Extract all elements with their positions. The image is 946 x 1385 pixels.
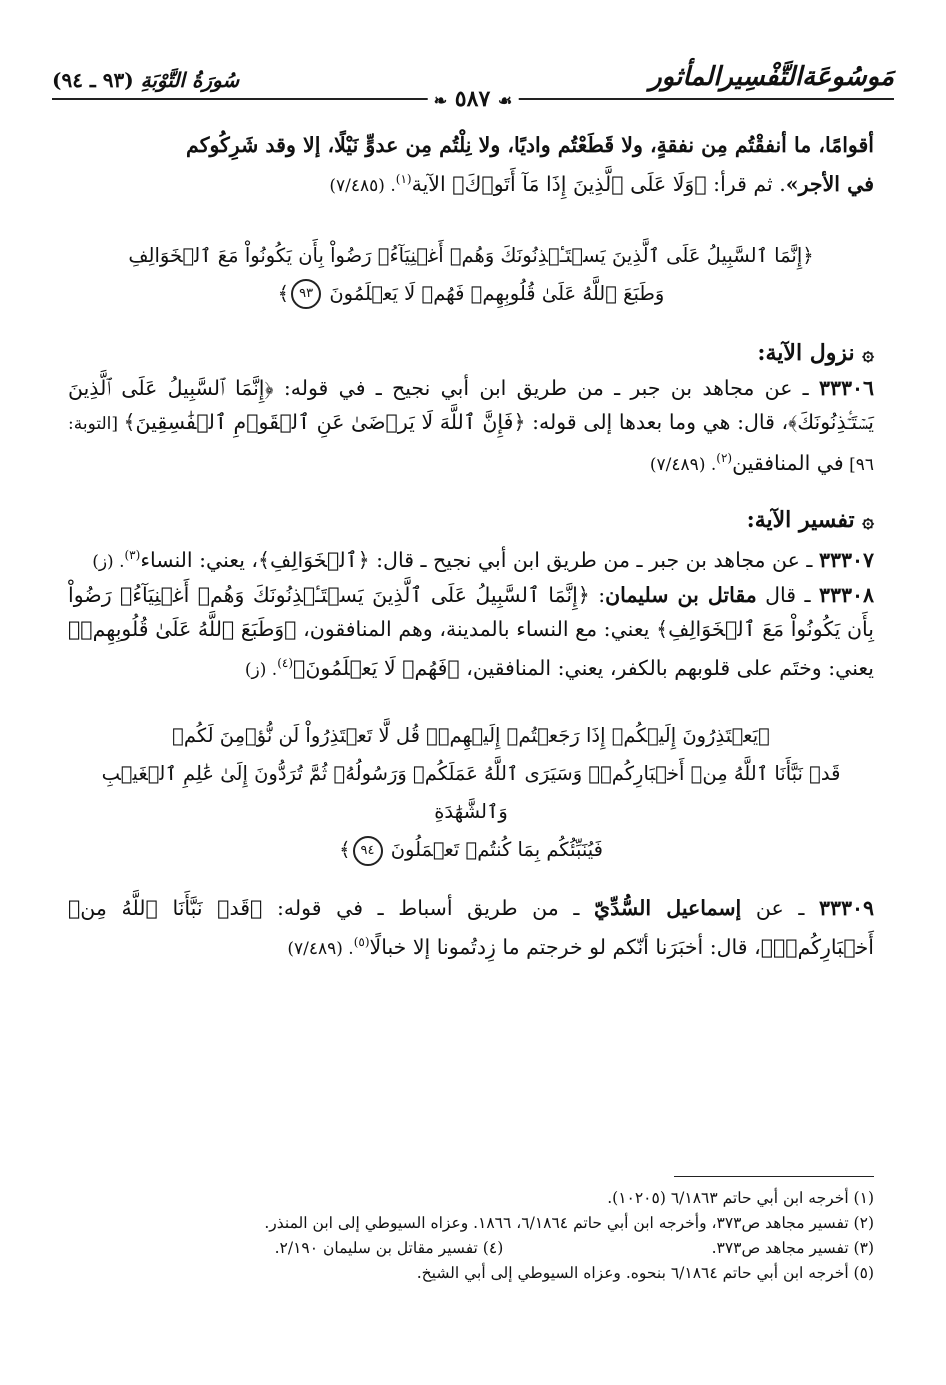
narration-text: ـ من طريق أسباط ـ في قوله: <box>262 896 595 921</box>
narration-number: ٣٣٣٠٦ <box>818 375 875 400</box>
verse-line: ﴿إِنَّمَا ٱلسَّبِيلُ عَلَى ٱلَّذِينَ يَسۡتَـٔۡذِنُونَكَ وَهُمۡ أَغۡنِيَآءُۚ رَضُواْ بِأَن يَكُونُواْ مَعَ ٱلۡخَوَالِفِ <box>128 243 814 267</box>
section-title <box>68 502 874 538</box>
footnote-mark: (٢) <box>716 450 733 465</box>
volume-ref: . (٧/٤٨٩) <box>287 939 354 960</box>
star-icon: ۞ <box>862 340 874 365</box>
page-header <box>52 58 894 116</box>
footnote-mark: (١) <box>395 172 412 186</box>
source-ref: . (ز) <box>244 660 278 681</box>
narration-number: ٣٣٣٠٧ <box>818 547 874 572</box>
narration-text: : <box>589 583 606 608</box>
narration-text: ـ قال <box>756 583 819 608</box>
quran-quote: ﴿فَإِنَّ ٱللَّهَ لَا يَرۡضَىٰ عَنِ ٱلۡقَوۡمِ ٱلۡفَٰسِقِينَ﴾ <box>123 409 526 434</box>
page-number: ٥٨٧ <box>454 86 491 112</box>
narrator-name: مقاتل بن سليمان <box>605 583 757 608</box>
intro-bold: في الأجر» <box>785 171 874 196</box>
narration-number: ٣٣٣٠٩ <box>818 896 875 921</box>
intro-text: . ثم قرأ: <box>706 171 786 196</box>
verse-line <box>68 275 874 313</box>
footnote-3: (٣) تفسير مجاهد ص٣٧٣. <box>711 1239 874 1257</box>
ornament-icon: ❧ <box>433 91 448 110</box>
narration-text: ـ عن <box>741 896 819 921</box>
footnote-4: (٤) تفسير مقاتل بن سليمان ٢/١٩٠. <box>274 1239 504 1257</box>
narration-33308 <box>68 578 874 687</box>
footnotes <box>68 1186 874 1286</box>
volume-ref: . (٧/٤٨٥) <box>329 175 396 196</box>
section-nuzul <box>68 335 874 482</box>
verse-line: قَدۡ نَبَّأَنَا ٱللَّهُ مِنۡ أَخۡبَارِكُمۡۚ وَسَيَرَى ٱللَّهُ عَمَلَكُمۡ وَرَسُولُهُۥ ثُمَّ تُرَدُّونَ إِلَىٰ عَٰلِمِ ٱلۡغَيۡبِ وَٱلشَّهَٰدَةِ <box>101 762 841 824</box>
footnote-mark: (٣) <box>124 547 141 562</box>
page-body <box>68 128 874 966</box>
narration-text: ، قال: هي وما بعدها إلى قوله: <box>525 409 789 434</box>
narration-33306 <box>68 371 874 482</box>
quran-quote: ﴿وَلَا عَلَى ٱلَّذِينَ إِذَا مَآ أَتَوۡكَ﴾ <box>452 171 707 196</box>
narration-33307 <box>68 538 874 579</box>
quran-quote: ﴿إِنَّمَا ٱلسَّبِيلُ عَلَى ٱلَّذِينَ يَسۡتَـٔۡذِنُونَكَ﴾ <box>68 375 874 434</box>
ayah-number-badge: ٩٣ <box>291 279 321 309</box>
header-rule-right <box>514 98 894 100</box>
volume-ref: . (٧/٤٨٩) <box>649 454 717 475</box>
narration-number: ٣٣٣٠٨ <box>818 583 874 608</box>
narration-text: ـ عن مجاهد بن جبر ـ من طريق ابن أبي نجيح ـ قال: <box>369 547 819 572</box>
section-title <box>68 335 874 371</box>
surah-header <box>52 68 239 92</box>
section-tafsir <box>68 502 874 688</box>
verse-94-block <box>68 717 874 869</box>
star-icon: ۞ <box>862 507 874 532</box>
narration-text: يعني: وختَم على قلوبهم بالكفر، يعني: المنافقين، <box>459 656 874 681</box>
narration-text: في المنافقين <box>732 450 844 475</box>
surah-name: سُورَةُ التَّوْبَةِ <box>140 68 240 92</box>
narration-text: ـ عن مجاهد بن جبر ـ من طريق ابن أبي نجيح ـ في قوله: <box>273 375 819 400</box>
verse-line: ﴿يَعۡتَذِرُونَ إِلَيۡكُمۡ إِذَا رَجَعۡتُمۡ إِلَيۡهِمۡۚ قُل لَّا تَعۡتَذِرُواْ لَن نُّؤۡمِنَ لَكُمۡ <box>172 724 770 748</box>
header-rule-left <box>52 98 432 100</box>
intro-aya-word: الآية <box>411 171 453 196</box>
source-ref: . (ز) <box>92 551 125 572</box>
ornament-icon: ☙ <box>497 91 513 110</box>
book-title: مَوسُوعَةالتَّفْسِيرالمأثور <box>649 62 894 92</box>
narration-33309 <box>68 891 874 966</box>
quran-quote: ﴿وَطَبَعَ ٱللَّهُ عَلَىٰ قُلُوبِهِمۡ﴾ <box>68 617 297 642</box>
footnote-1: (١) أخرجه ابن أبي حاتم ٦/١٨٦٣ (١٠٢٠٥). <box>607 1189 874 1207</box>
section-title-text: نزول الآية: <box>757 339 855 366</box>
verse-line <box>68 831 874 869</box>
footnote-5: (٥) أخرجه ابن أبي حاتم ٦/١٨٦٤ بنحوه. وعزاه السيوطي إلى أبي الشيخ. <box>416 1264 874 1282</box>
surah-ref: [التوبة: ٩٦] <box>68 413 874 475</box>
quran-quote: ﴿قَدۡ نَبَّأَنَا ٱللَّهُ مِنۡ أَخۡبَارِكُمۡۚ﴾ <box>68 896 874 960</box>
verse-close: ﴾ <box>339 838 351 862</box>
surah-range: (٩٣ ـ ٩٤) <box>52 68 134 92</box>
verse-close: ﴾ <box>277 281 290 305</box>
verse-text: فَيُنَبِّئُكُم بِمَا كُنتُمۡ تَعۡمَلُونَ <box>390 838 603 862</box>
quran-quote: ﴿إِنَّمَا ٱلسَّبِيلُ عَلَى ٱلَّذِينَ يَسۡتَـٔۡذِنُونَكَ وَهُمۡ أَغۡنِيَآءُۚ رَضُواْ بِأَن يَكُونُواْ مَعَ ٱلۡخَوَالِفِ﴾ <box>68 583 874 642</box>
quran-quote: ﴿ٱلۡخَوَالِفِ﴾ <box>258 547 370 572</box>
footnote-mark: (٥) <box>353 935 370 950</box>
ayah-number-badge: ٩٤ <box>353 836 383 866</box>
footnote-2: (٢) تفسير مجاهد ص٣٧٣، وأخرجه ابن أبي حاتم ٦/١٨٦٤، ١٨٦٦. وعزاه السيوطي إلى ابن المنذر. <box>264 1214 874 1232</box>
section-title-text: تفسير الآية: <box>746 506 855 533</box>
quran-quote: ﴿فَهُمۡ لَا يَعۡلَمُونَ﴾ <box>293 656 460 681</box>
intro-line-2 <box>68 162 874 203</box>
intro-line-1: أقوامًا، ما أنفقْتُم مِن نفقةٍ، ولا قَطَعْتُم واديًا، ولا نِلْتُم مِن عدوٍّ نَيْلًا، إلا وقد شَرِكُوكم <box>186 133 874 157</box>
footnote-mark: (٤) <box>277 656 294 671</box>
narration-text: يعني: مع النساء بالمدينة، وهم المنافقون، <box>296 617 657 642</box>
narrator-name: إسماعيل السُّدِّيّ <box>594 896 742 921</box>
verse-text: وَطَبَعَ ٱللَّهُ عَلَىٰ قُلُوبِهِمۡ فَهُمۡ لَا يَعۡلَمُونَ <box>329 281 665 305</box>
verse-93-block <box>68 237 874 313</box>
narration-text: ، يعني: النساء <box>140 547 259 572</box>
narration-text: ، قال: أخبَرَنا أنّكم لو خرجتم ما زِدتُمونا إلا خبالًا <box>369 935 761 960</box>
footnote-separator <box>674 1176 874 1177</box>
page-number-box <box>428 86 519 112</box>
footnote-row-3-4 <box>68 1236 874 1261</box>
